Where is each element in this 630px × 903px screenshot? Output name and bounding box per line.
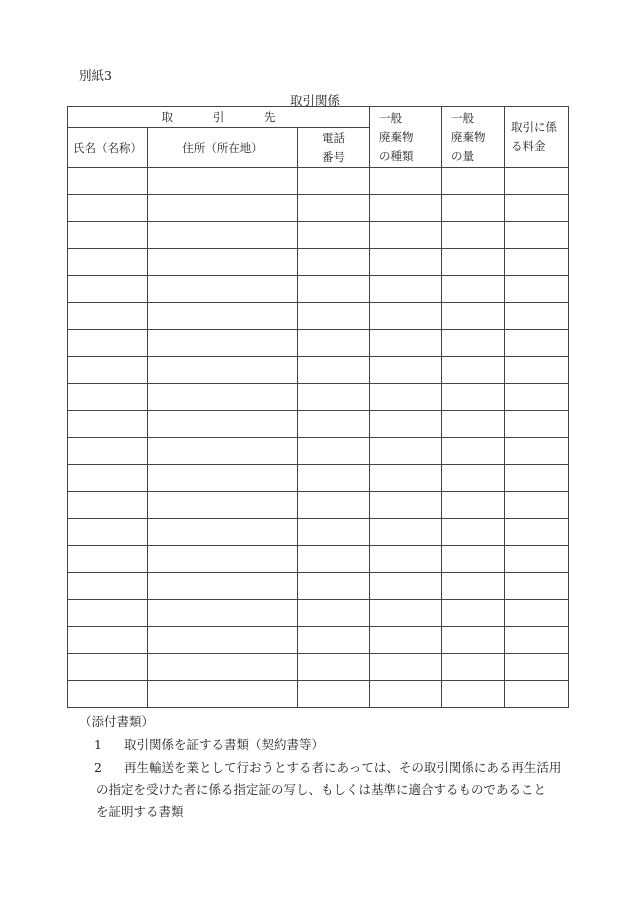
table-row xyxy=(68,411,569,438)
table-cell xyxy=(68,465,148,492)
table-cell xyxy=(68,357,148,384)
table-cell xyxy=(370,465,442,492)
table-cell xyxy=(370,519,442,546)
table-cell xyxy=(370,600,442,627)
fee-header: 取引に係 る料金 xyxy=(505,107,569,168)
table-cell xyxy=(298,627,370,654)
table-body xyxy=(68,168,569,708)
table-cell xyxy=(298,330,370,357)
table-row xyxy=(68,330,569,357)
partner-header: 取 引 先 xyxy=(68,107,370,128)
table-cell xyxy=(370,357,442,384)
attachment-item-text: 再生輸送を業として行おうとする者にあっては、その取引関係にある再生活用 xyxy=(124,760,562,775)
table-cell xyxy=(148,330,298,357)
table-cell xyxy=(148,195,298,222)
table-cell xyxy=(370,438,442,465)
table-cell xyxy=(505,546,569,573)
table-cell xyxy=(370,195,442,222)
table-row xyxy=(68,546,569,573)
table-row xyxy=(68,168,569,195)
table-cell xyxy=(442,519,505,546)
table-cell xyxy=(442,276,505,303)
table-cell xyxy=(442,438,505,465)
table-cell xyxy=(370,222,442,249)
table-cell xyxy=(298,492,370,519)
transaction-table xyxy=(67,106,569,708)
table-cell xyxy=(148,627,298,654)
table-cell xyxy=(148,573,298,600)
table-row xyxy=(68,519,569,546)
table-cell xyxy=(370,573,442,600)
table-cell xyxy=(148,519,298,546)
table-cell xyxy=(505,303,569,330)
table-cell xyxy=(148,546,298,573)
table-cell xyxy=(298,357,370,384)
table-cell xyxy=(370,168,442,195)
table-row xyxy=(68,249,569,276)
table-row xyxy=(68,303,569,330)
table-cell xyxy=(68,438,148,465)
table-cell xyxy=(68,195,148,222)
table-cell xyxy=(68,303,148,330)
attachment-item-text: 取引関係を証する書類（契約書等） xyxy=(124,737,325,752)
table-cell xyxy=(298,438,370,465)
attachment-item-2 xyxy=(94,757,574,823)
table-row xyxy=(68,276,569,303)
table-cell xyxy=(370,249,442,276)
table-cell xyxy=(68,222,148,249)
table-cell xyxy=(298,276,370,303)
table-cell xyxy=(505,195,569,222)
table-cell xyxy=(505,168,569,195)
table-cell xyxy=(148,168,298,195)
table-cell xyxy=(442,168,505,195)
table-cell xyxy=(370,546,442,573)
phone-header: 電話 番号 xyxy=(298,128,370,168)
table-cell xyxy=(370,492,442,519)
attachment-item-number: 2 xyxy=(94,760,102,775)
table-cell xyxy=(298,249,370,276)
table-cell xyxy=(298,573,370,600)
table-cell xyxy=(505,492,569,519)
address-header: 住所（所在地） xyxy=(148,128,298,168)
table-cell xyxy=(148,303,298,330)
table-cell xyxy=(442,492,505,519)
table-cell xyxy=(298,519,370,546)
table-cell xyxy=(298,654,370,681)
table-cell xyxy=(505,654,569,681)
table-cell xyxy=(298,303,370,330)
table-cell xyxy=(442,222,505,249)
table-cell xyxy=(505,411,569,438)
attachment-item-text-cont: を証明する書類 xyxy=(96,804,184,819)
table-row xyxy=(68,384,569,411)
table-cell xyxy=(298,222,370,249)
table-cell xyxy=(505,627,569,654)
form-title: 取引関係 xyxy=(289,93,340,108)
table-cell xyxy=(148,249,298,276)
table-cell xyxy=(148,654,298,681)
attachment-item-number: 1 xyxy=(94,737,102,752)
table-cell xyxy=(68,384,148,411)
table-cell xyxy=(298,681,370,708)
table-cell xyxy=(298,465,370,492)
table-row xyxy=(68,681,569,708)
table-cell xyxy=(370,384,442,411)
waste-type-header: 一般 廃棄物 の種類 xyxy=(370,107,442,168)
table-cell xyxy=(68,249,148,276)
table-cell xyxy=(298,411,370,438)
table-cell xyxy=(68,546,148,573)
table-cell xyxy=(68,573,148,600)
form-number: 別紙3 xyxy=(79,68,112,83)
table-cell xyxy=(370,627,442,654)
table-cell xyxy=(505,519,569,546)
table-cell xyxy=(298,384,370,411)
table-cell xyxy=(68,168,148,195)
table-cell xyxy=(148,600,298,627)
table-cell xyxy=(442,681,505,708)
table-cell xyxy=(505,357,569,384)
table-row xyxy=(68,357,569,384)
table-cell xyxy=(370,654,442,681)
table-row xyxy=(68,195,569,222)
table-cell xyxy=(148,465,298,492)
table-cell xyxy=(68,627,148,654)
table-cell xyxy=(148,411,298,438)
table-row xyxy=(68,600,569,627)
table-row xyxy=(68,465,569,492)
table-cell xyxy=(505,384,569,411)
attachment-item-1 xyxy=(94,734,324,756)
table-cell xyxy=(68,600,148,627)
table-cell xyxy=(442,600,505,627)
table-row xyxy=(68,654,569,681)
table-cell xyxy=(442,357,505,384)
table-cell xyxy=(505,249,569,276)
table-cell xyxy=(148,384,298,411)
table-cell xyxy=(505,222,569,249)
table-cell xyxy=(505,573,569,600)
table-cell xyxy=(68,519,148,546)
table-cell xyxy=(68,681,148,708)
table-cell xyxy=(370,303,442,330)
table-cell xyxy=(442,249,505,276)
table-cell xyxy=(442,627,505,654)
attachments-heading: （添付書類） xyxy=(79,714,155,729)
table-row xyxy=(68,492,569,519)
table-cell xyxy=(148,438,298,465)
table-row xyxy=(68,627,569,654)
table-row xyxy=(68,222,569,249)
table-cell xyxy=(68,411,148,438)
table-cell xyxy=(505,465,569,492)
table-cell xyxy=(148,357,298,384)
table-cell xyxy=(148,222,298,249)
table-cell xyxy=(68,276,148,303)
attachment-item-text-cont: の指定を受けた者に係る指定証の写し、もしくは基準に適合するものであること xyxy=(96,782,547,797)
table-cell xyxy=(68,654,148,681)
table-cell xyxy=(442,465,505,492)
name-header: 氏名（名称） xyxy=(68,128,148,168)
table-cell xyxy=(370,330,442,357)
table-row xyxy=(68,573,569,600)
table-cell xyxy=(370,411,442,438)
table-cell xyxy=(442,654,505,681)
table-cell xyxy=(370,276,442,303)
table-cell xyxy=(298,195,370,222)
table-cell xyxy=(505,681,569,708)
table-cell xyxy=(68,330,148,357)
table-cell xyxy=(442,411,505,438)
table-row xyxy=(68,438,569,465)
table-cell xyxy=(505,438,569,465)
table-cell xyxy=(505,276,569,303)
table-cell xyxy=(298,168,370,195)
table-cell xyxy=(442,195,505,222)
table-cell xyxy=(148,681,298,708)
table-cell xyxy=(442,546,505,573)
table-cell xyxy=(148,276,298,303)
waste-amount-header: 一般 廃棄物 の量 xyxy=(442,107,505,168)
table-cell xyxy=(298,600,370,627)
table-cell xyxy=(442,303,505,330)
table-cell xyxy=(442,384,505,411)
table-cell xyxy=(505,600,569,627)
table-cell xyxy=(505,330,569,357)
table-cell xyxy=(148,492,298,519)
table-cell xyxy=(442,330,505,357)
table-cell xyxy=(370,681,442,708)
table-cell xyxy=(298,546,370,573)
table-cell xyxy=(442,573,505,600)
table-cell xyxy=(68,492,148,519)
